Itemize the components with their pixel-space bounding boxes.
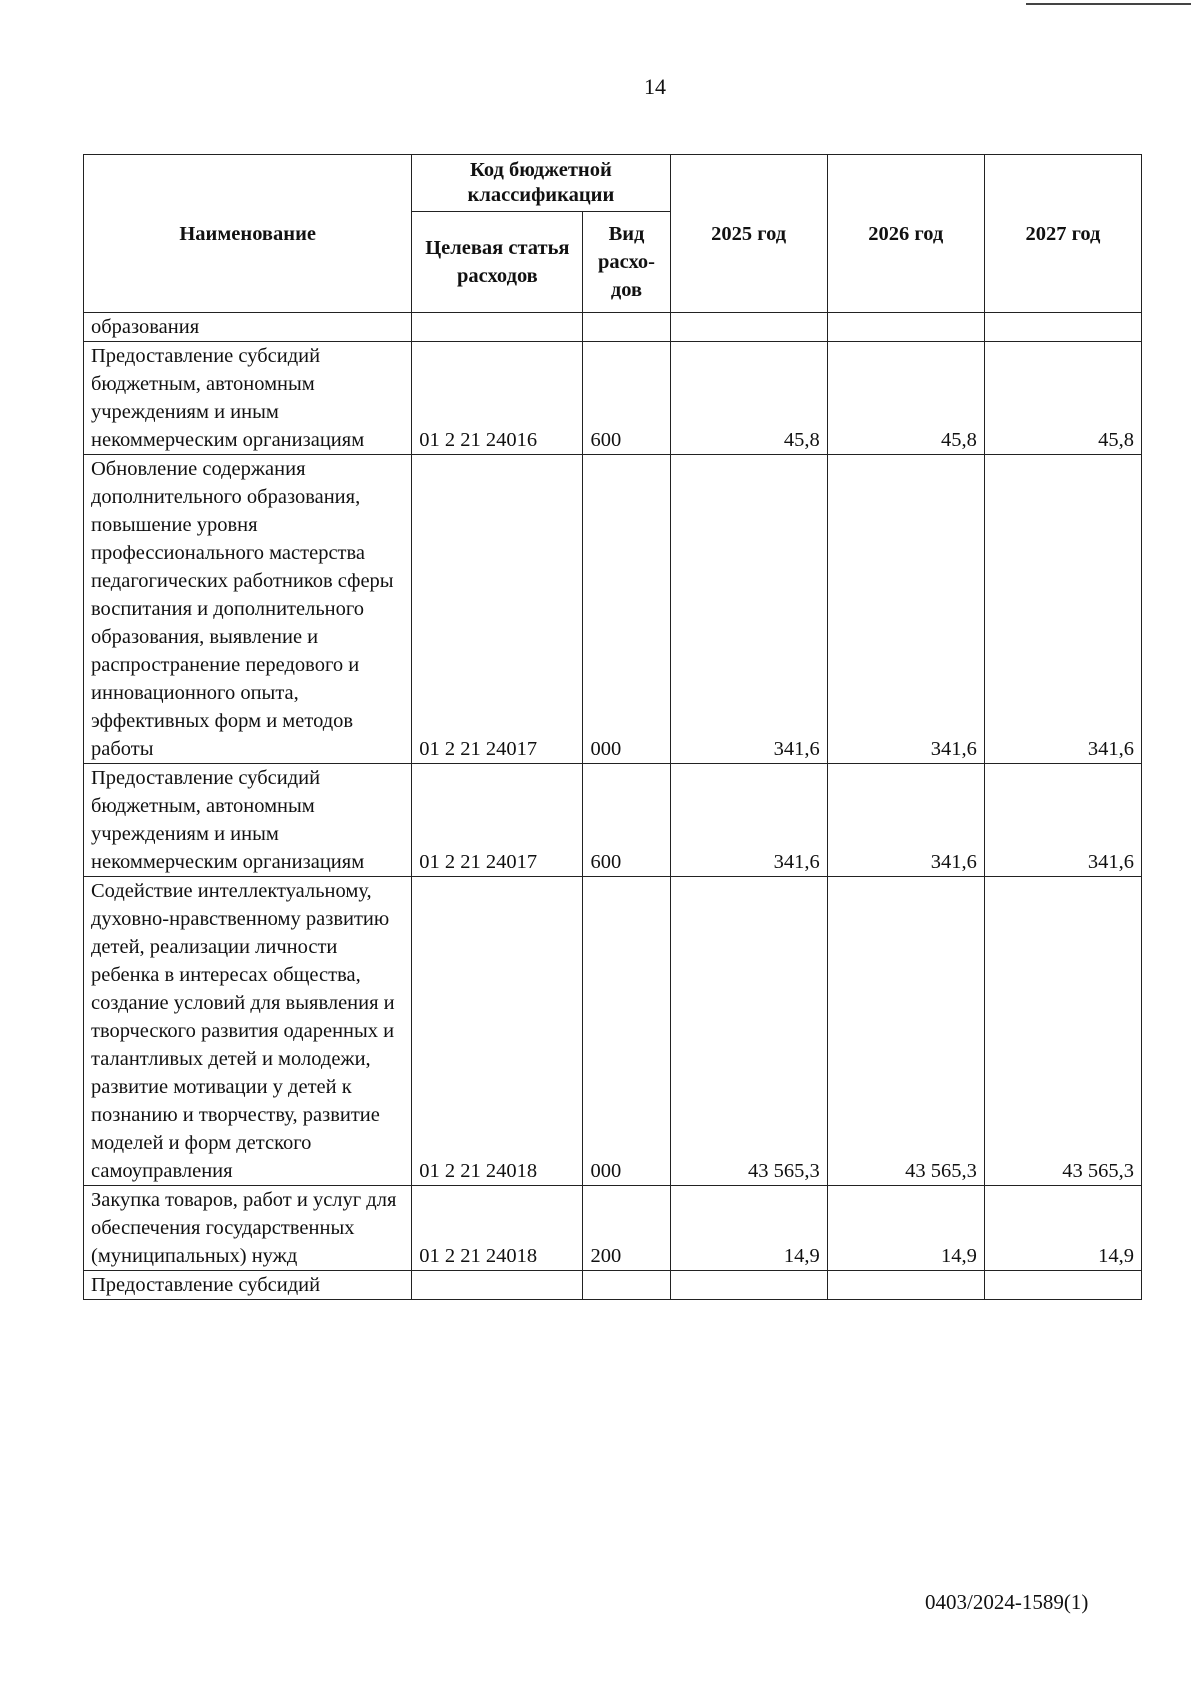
top-edge-rule [1026, 3, 1191, 5]
row-2025: 341,6 [670, 764, 827, 877]
table-row [84, 455, 1142, 764]
row-2027: 341,6 [984, 455, 1141, 764]
row-code: 01 2 21 24017 [412, 455, 583, 764]
header-year-2026: 2026 год [827, 155, 984, 313]
row-name: Предоставление субсидий [84, 1271, 412, 1300]
row-expense-type: 200 [583, 1186, 670, 1271]
row-expense-type: 000 [583, 877, 670, 1186]
row-code: 01 2 21 24017 [412, 764, 583, 877]
row-code [412, 1271, 583, 1300]
row-name: Предоставление субсидий бюджетным, автономным учреждениям и иным некоммерческим организациям [84, 342, 412, 455]
row-2026: 341,6 [827, 764, 984, 877]
row-2026 [827, 1271, 984, 1300]
table-row [84, 313, 1142, 342]
row-expense-type: 600 [583, 342, 670, 455]
row-2027 [984, 1271, 1141, 1300]
header-expense-type: Вид расхо-дов [583, 212, 670, 313]
row-2027: 45,8 [984, 342, 1141, 455]
row-name: образования [84, 313, 412, 342]
row-code [412, 313, 583, 342]
row-code: 01 2 21 24018 [412, 1186, 583, 1271]
row-2026: 341,6 [827, 455, 984, 764]
row-2025 [670, 313, 827, 342]
table-row [84, 877, 1142, 1186]
row-name: Предоставление субсидий бюджетным, автономным учреждениям и иным некоммерческим организациям [84, 764, 412, 877]
row-code: 01 2 21 24018 [412, 877, 583, 1186]
row-code: 01 2 21 24016 [412, 342, 583, 455]
header-code-group: Код бюджетной классификации [412, 155, 670, 212]
table-row [84, 764, 1142, 877]
document-registration-code: 0403/2024-1589(1) [925, 1590, 1089, 1614]
row-2025 [670, 1271, 827, 1300]
row-name: Закупка товаров, работ и услуг для обеспечения государственных (муниципальных) нужд [84, 1186, 412, 1271]
header-name: Наименование [84, 155, 412, 313]
budget-table [83, 154, 1142, 1300]
table-row [84, 1186, 1142, 1271]
row-name: Содействие интеллектуальному, духовно-нравственному развитию детей, реализации личности ребенка в интересах общества, создание условий для выявления и творческого развития одаренных и талантливых детей и молодежи, развитие мотивации у детей к познанию и творчеству, развитие моделей и форм детского самоуправления [84, 877, 412, 1186]
row-expense-type [583, 313, 670, 342]
header-year-2025: 2025 год [670, 155, 827, 313]
row-expense-type [583, 1271, 670, 1300]
table-row [84, 1271, 1142, 1300]
row-2026: 14,9 [827, 1186, 984, 1271]
row-2027 [984, 313, 1141, 342]
row-expense-type: 600 [583, 764, 670, 877]
row-2025: 14,9 [670, 1186, 827, 1271]
row-expense-type: 000 [583, 455, 670, 764]
row-2025: 341,6 [670, 455, 827, 764]
table-row [84, 342, 1142, 455]
row-2025: 43 565,3 [670, 877, 827, 1186]
row-2027: 43 565,3 [984, 877, 1141, 1186]
header-year-2027: 2027 год [984, 155, 1141, 313]
header-target-article: Целевая статья расходов [412, 212, 583, 313]
page-number: 14 [644, 74, 666, 99]
table-header-row [84, 155, 1142, 212]
row-2026: 45,8 [827, 342, 984, 455]
row-2026: 43 565,3 [827, 877, 984, 1186]
row-name: Обновление содержания дополнительного образования, повышение уровня профессионального мастерства педагогических работников сферы воспитания и дополнительного образования, выявление и распространение передового и инновационного опыта, эффективных форм и методов работы [84, 455, 412, 764]
row-2026 [827, 313, 984, 342]
row-2027: 14,9 [984, 1186, 1141, 1271]
row-2027: 341,6 [984, 764, 1141, 877]
row-2025: 45,8 [670, 342, 827, 455]
